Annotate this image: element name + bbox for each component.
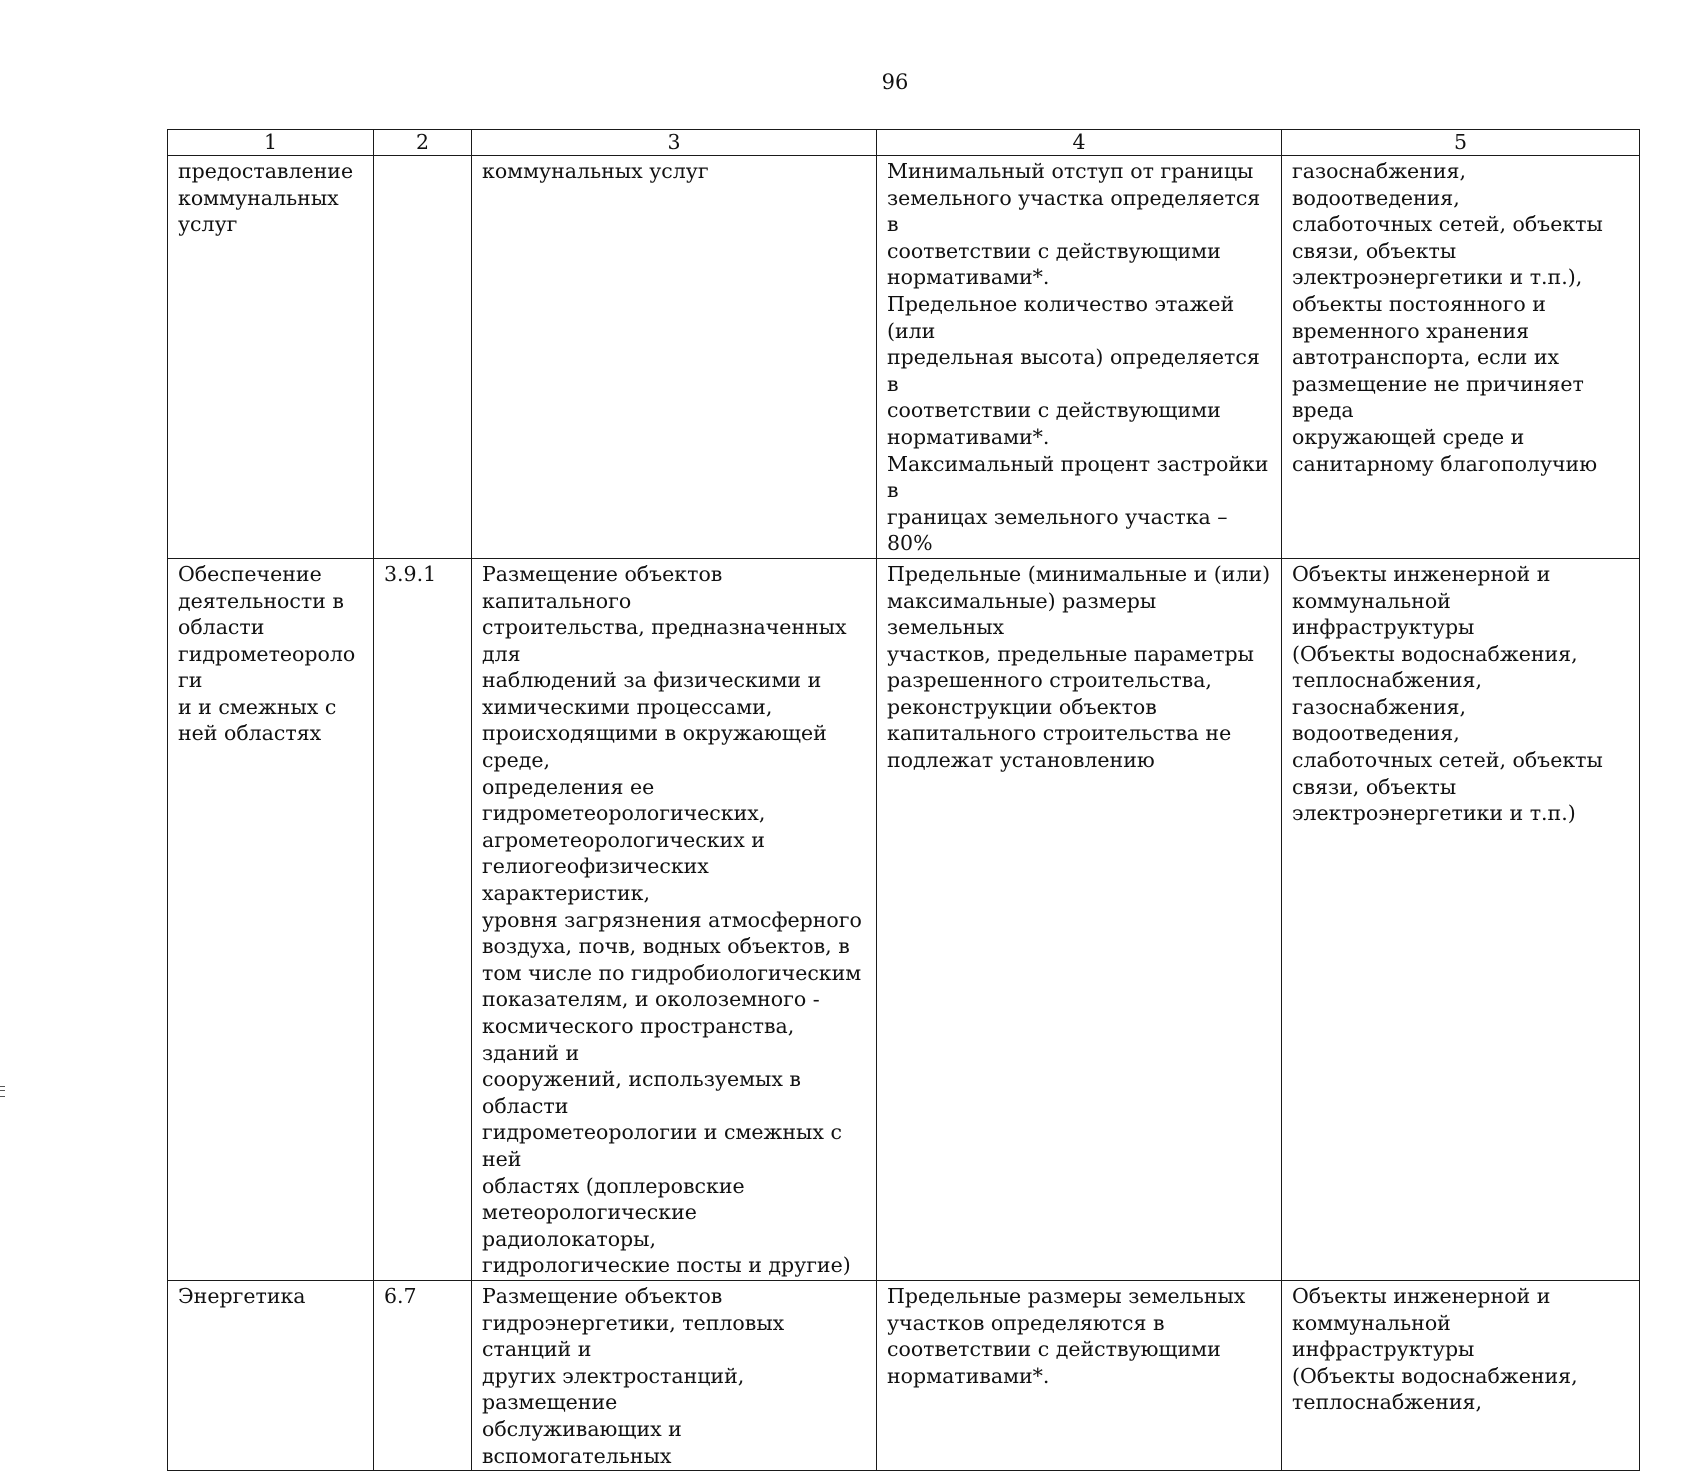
- use-code-cell: [374, 156, 472, 559]
- use-name-cell: Обеспечение деятельности в области гидрометеорологи и и смежных с ней областях: [168, 558, 374, 1280]
- use-name-cell: Энергетика: [168, 1280, 374, 1470]
- parameters-cell: Минимальный отступ от границы земельного участка определяется в соответствии с действующими нормативами*. Предельное количество этажей (или предельная высота) определяется в соответствии с действующими нормативами*. Максимальный процент застройки в границах земельного участка – 80%: [877, 156, 1282, 559]
- page-number: 96: [881, 70, 909, 94]
- column-header-2: 2: [374, 130, 472, 156]
- table-row: [168, 156, 1640, 559]
- column-header-3: 3: [472, 130, 877, 156]
- use-description-cell: Размещение объектов капитального строительства, предназначенных для наблюдений за физическими и химическими процессами, происходящими в окружающей среде, определения ее гидрометеорологических, агрометеорологических и гелиогеофизических характеристик, уровня загрязнения атмосферного воздуха, почв, водных объектов, в том числе по гидробиологическим показателям, и околоземного - космического пространства, зданий и сооружений, используемых в области гидрометеорологии и смежных с ней областях (доплеровские метеорологические радиолокаторы, гидрологические посты и другие): [472, 558, 877, 1280]
- parameters-cell: Предельные размеры земельных участков определяются в соответствии с действующими нормативами*.: [877, 1280, 1282, 1470]
- use-name-cell: предоставление коммунальных услуг: [168, 156, 374, 559]
- zoning-table: [167, 129, 1640, 1471]
- auxiliary-uses-cell: Объекты инженерной и коммунальной инфраструктуры (Объекты водоснабжения, теплоснабжения,: [1282, 1280, 1640, 1470]
- column-header-5: 5: [1282, 130, 1640, 156]
- table-row: [168, 1280, 1640, 1470]
- auxiliary-uses-cell: Объекты инженерной и коммунальной инфраструктуры (Объекты водоснабжения, теплоснабжения, газоснабжения, водоотведения, слаботочных сетей, объекты связи, объекты электроэнергетики и т.п.): [1282, 558, 1640, 1280]
- table-header-row: [168, 130, 1640, 156]
- column-header-4: 4: [877, 130, 1282, 156]
- use-description-cell: коммунальных услуг: [472, 156, 877, 559]
- auxiliary-uses-cell: газоснабжения, водоотведения, слаботочных сетей, объекты связи, объекты электроэнергетики и т.п.), объекты постоянного и временного хранения автотранспорта, если их размещение не причиняет вреда окружающей среде и санитарному благополучию: [1282, 156, 1640, 559]
- use-description-cell: Размещение объектов гидроэнергетики, тепловых станций и других электростанций, размещение обслуживающих и вспомогательных: [472, 1280, 877, 1470]
- use-code-cell: 3.9.1: [374, 558, 472, 1280]
- table-row: [168, 558, 1640, 1280]
- parameters-cell: Предельные (минимальные и (или) максимальные) размеры земельных участков, предельные параметры разрешенного строительства, реконструкции объектов капитального строительства не подлежат установлению: [877, 558, 1282, 1280]
- column-header-1: 1: [168, 130, 374, 156]
- scan-edge-mark: [0, 1086, 5, 1097]
- use-code-cell: 6.7: [374, 1280, 472, 1470]
